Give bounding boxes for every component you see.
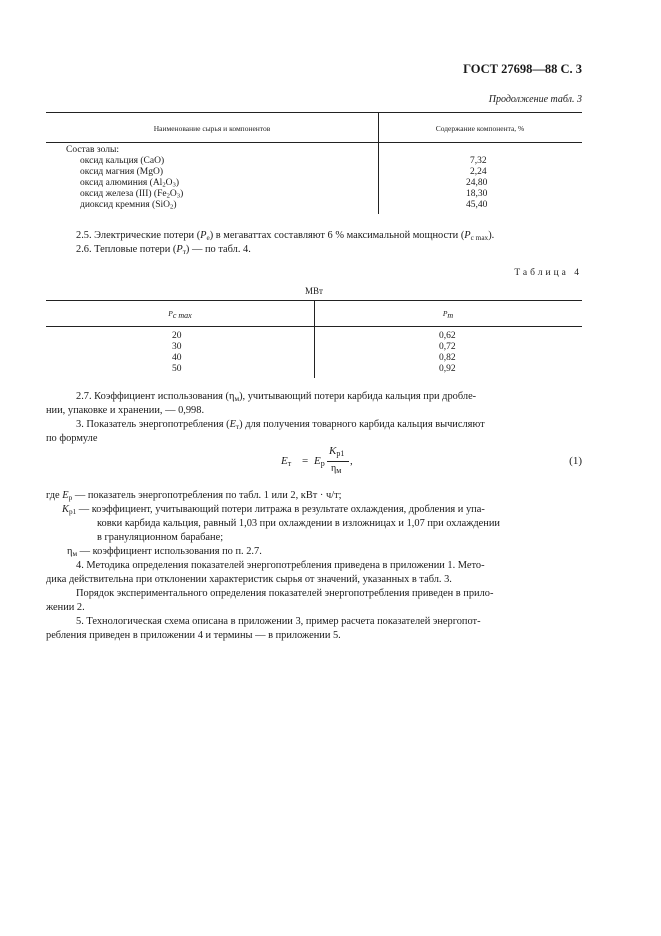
table-row-name: оксид кальция (CaO) <box>80 156 165 166</box>
paragraph-3-line-1: 3. Показатель энергопотребления $(E_т)$ для получения товарного карбида кальция вычисляют <box>76 419 485 431</box>
where-line-2: $K_{р1}$ — коэффициент, учитывающий потери литража в результате охлаждения, дробления и упа- <box>62 504 485 516</box>
table-row-name: оксид железа (III) $(Fe_2O_3)$ <box>80 189 184 200</box>
paragraph-5-line-1: 5. Технологическая схема описана в приложении 3, пример расчета показателей энергопот- <box>76 616 481 627</box>
page-header: ГОСТ 27698—88 С. 3 <box>463 62 582 76</box>
table4-caption: Таблица 4 <box>514 268 582 278</box>
table3-group-label: Состав золы: <box>66 145 119 155</box>
paragraph-4-line-2: дика действительна при отклонении характеристик сырья от значений, указанных в табл. 3. <box>46 574 452 585</box>
where-line-5: $\eta_м$ — коэффициент использования по п. 2.7. <box>67 546 262 558</box>
formula-fraction-bar <box>327 461 349 462</box>
paragraph-2-7-line-2: нии, упаковке и хранении, — 0,998. <box>46 405 205 416</box>
paragraph-4-line-3: Порядок экспериментального определения показателей энергопотребления приведен в прило- <box>76 588 494 599</box>
paragraph-5-line-2: ребления приведен в приложении 4 и термины — в приложении 5. <box>46 630 341 641</box>
table-row-name: оксид алюминия $(Al_2O_3)$ <box>80 178 180 189</box>
table-row-value: 2,24 <box>470 167 487 177</box>
table4-col-header-pt: $P_т$ <box>442 309 454 320</box>
table-row-value: 45,40 <box>466 200 488 210</box>
table-row-name: диоксид кремния (SiO$_2$) <box>80 200 177 211</box>
formula-numerator: $K_{р1}$ <box>329 445 345 458</box>
table-row-pc: 30 <box>172 342 182 352</box>
table3-body-divider <box>378 142 379 214</box>
paragraph-4-line-1: 4. Методика определения показателей энергопотребления приведена в приложении 1. Мето- <box>76 560 485 571</box>
where-line-4: в грануляционном барабане; <box>97 532 224 543</box>
table3-col-header-content: Содержание компонента, % <box>435 124 525 133</box>
where-line-1: где $E_р$ — показатель энергопотребления по табл. 1 или 2, кВт · ч/т; <box>46 490 342 502</box>
paragraph-2-5: 2.5. Электрические потери $(P_e)$ в мегаваттах составляют 6 % максимальной мощности $(P_{c max})$. <box>76 230 495 242</box>
table-row-name: оксид магния (MgO) <box>80 167 163 177</box>
table3-header-rule <box>46 142 582 143</box>
table-row-pt: 0,82 <box>439 353 456 363</box>
table-row-pt: 0,92 <box>439 364 456 374</box>
table-row-pc: 50 <box>172 364 182 374</box>
formula-number: (1) <box>569 455 582 467</box>
paragraph-2-7-line-1: 2.7. Коэффициент использования $(\eta_м)$, учитывающий потери карбида кальция при дробле- <box>76 391 477 403</box>
formula-comma: , <box>350 455 353 467</box>
table3-continuation-label: Продолжение табл. 3 <box>488 94 582 105</box>
formula-lhs: $E_т$ <box>281 455 292 468</box>
table-row-pc: 40 <box>172 353 182 363</box>
table-row-value: 7,32 <box>470 156 487 166</box>
formula-denominator: $\eta_м$ <box>331 463 342 475</box>
table-row-pt: 0,62 <box>439 331 456 341</box>
table-row-pt: 0,72 <box>439 342 456 352</box>
table3-col-header-name: Наименование сырья и компонентов <box>153 124 271 133</box>
table-row-pc: 20 <box>172 331 182 341</box>
table4-unit: МВт <box>305 286 323 296</box>
table3-top-rule <box>46 112 582 113</box>
paragraph-4-line-4: жении 2. <box>46 602 85 613</box>
where-line-3: ковки карбида кальция, равный 1,03 при охлаждении в изложницах и 1,07 при охлаждении <box>97 518 500 529</box>
formula-equals: = <box>302 455 309 467</box>
table4-body-divider <box>314 326 315 378</box>
table-row-value: 24,80 <box>466 178 488 188</box>
table4-col-header-pc: $P_{c max}$ <box>168 309 192 320</box>
paragraph-3-line-2: по формуле <box>46 433 98 444</box>
paragraph-2-6: 2.6. Тепловые потери $(P_т)$ — по табл. 4. <box>76 244 251 256</box>
table-row-value: 18,30 <box>466 189 488 199</box>
formula-rhs: $E_р$ <box>314 455 325 468</box>
